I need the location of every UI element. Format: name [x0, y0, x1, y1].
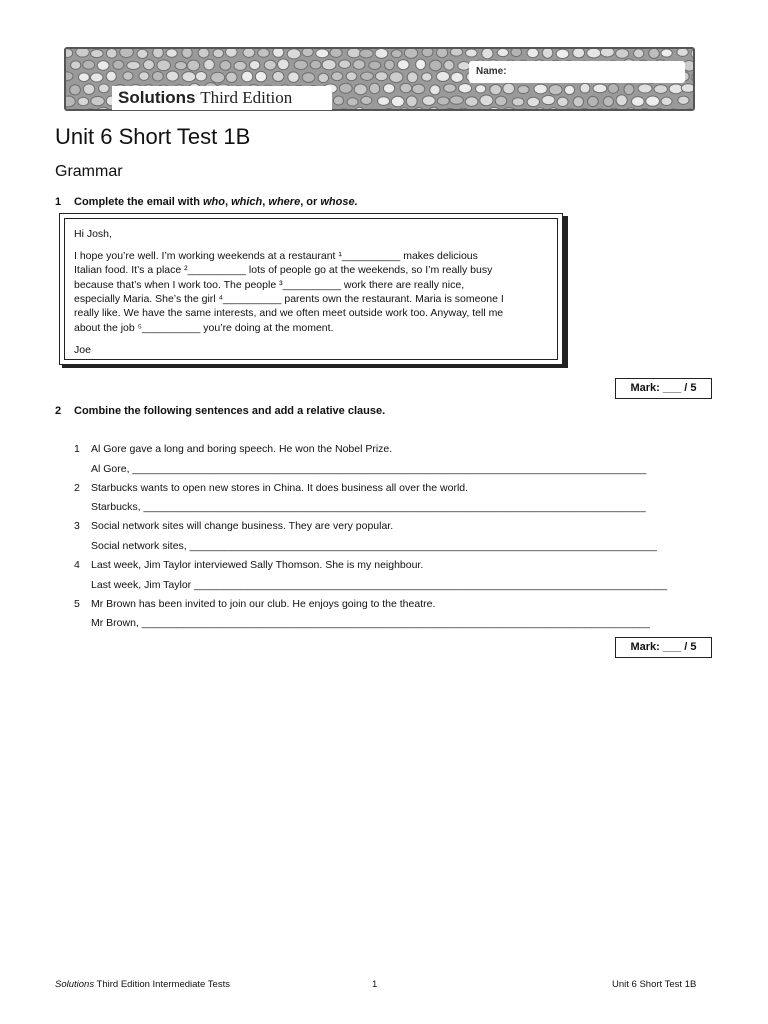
pattern-dot: [99, 84, 110, 93]
pattern-dot: [412, 84, 425, 94]
pattern-dot: [347, 98, 358, 106]
pattern-dot: [234, 61, 246, 70]
pattern-dot: [225, 49, 237, 57]
pattern-dot: [353, 60, 365, 70]
pattern-dot: [220, 61, 231, 71]
pattern-dot: [406, 96, 417, 107]
pattern-dot: [445, 108, 456, 111]
pattern-dot: [542, 49, 552, 58]
pattern-dot: [264, 60, 276, 70]
pattern-dot: [242, 71, 253, 82]
pattern-dot: [339, 83, 352, 93]
pattern-dot: [255, 71, 266, 81]
pattern-dot: [211, 72, 225, 83]
pattern-dot: [512, 98, 524, 106]
pattern-dot: [361, 72, 374, 81]
email-line: about the job ⁵__________ you’re doing at the moment.: [74, 322, 334, 334]
question-1-instruction: Complete the email with who, which, where, or whose.: [74, 196, 358, 208]
pattern-dot: [294, 60, 307, 69]
pattern-dot: [258, 49, 270, 57]
pattern-dot: [66, 96, 75, 107]
pattern-dot: [694, 96, 695, 106]
pattern-dot: [422, 49, 433, 57]
pattern-dot: [640, 108, 650, 111]
pattern-dot: [490, 84, 502, 94]
pattern-dot: [638, 84, 652, 93]
pattern-dot: [691, 49, 695, 59]
question-1-number: 1: [55, 196, 62, 208]
pattern-dot: [127, 61, 140, 69]
pattern-dot: [677, 49, 689, 56]
pattern-dot: [243, 49, 255, 57]
pattern-dot: [495, 96, 506, 106]
email-line: Italian food. It’s a place ²__________ lots of people go at the weekends, so I’m really busy: [74, 264, 493, 276]
pattern-dot: [76, 49, 90, 57]
pattern-dot: [330, 49, 342, 57]
pattern-dot: [339, 60, 351, 68]
pattern-dot: [70, 85, 81, 95]
answer-line[interactable]: Mr Brown, _______________________________________________________________________________________: [91, 617, 650, 629]
pattern-dot: [422, 96, 435, 106]
pattern-dot: [273, 49, 284, 57]
pattern-dot: [579, 109, 591, 111]
item-number: 2: [74, 482, 80, 494]
pattern-dot: [600, 49, 614, 57]
pattern-dot: [78, 73, 89, 82]
pattern-dot: [557, 97, 568, 106]
pattern-dot: [397, 60, 409, 70]
pattern-dot: [175, 61, 187, 69]
pattern-dot: [488, 107, 501, 111]
pattern-dot: [634, 49, 644, 58]
email-line: really like. We have the same interests, and we often meet outside work too. Anyway, tell me: [74, 307, 504, 319]
pattern-dot: [143, 60, 154, 70]
pattern-dot: [113, 60, 124, 69]
pattern-dot: [465, 49, 477, 57]
pattern-dot: [414, 108, 424, 111]
pattern-dot: [375, 49, 388, 58]
pattern-dot: [625, 108, 637, 111]
pattern-dot: [616, 49, 629, 58]
pattern-dot: [457, 108, 470, 111]
pattern-dot: [482, 49, 493, 59]
pattern-dot: [97, 61, 109, 71]
pattern-dot: [91, 49, 104, 57]
item-number: 5: [74, 598, 80, 610]
pattern-dot: [518, 85, 529, 93]
pattern-dot: [534, 108, 546, 111]
question-2-number: 2: [55, 405, 62, 417]
page-title: Unit 6 Short Test 1B: [55, 124, 251, 149]
question-2-mark-box[interactable]: Mark: ___ / 5: [615, 637, 712, 658]
pattern-dot: [451, 72, 463, 82]
pattern-dot: [465, 97, 478, 106]
pattern-dot: [139, 72, 149, 81]
pattern-dot: [96, 107, 110, 111]
pattern-dot: [548, 108, 558, 111]
pattern-dot: [316, 49, 329, 58]
pattern-dot: [157, 60, 171, 71]
pattern-dot: [549, 85, 562, 95]
pattern-dot: [473, 109, 484, 111]
pattern-dot: [624, 84, 634, 95]
pattern-dot: [564, 85, 574, 94]
pattern-dot: [444, 60, 454, 70]
pattern-dot: [91, 96, 105, 105]
pattern-dot: [542, 95, 555, 104]
page-number: 1: [372, 979, 378, 990]
pattern-dot: [182, 49, 192, 58]
pattern-dot: [322, 59, 336, 69]
pattern-dot: [573, 49, 585, 58]
pattern-dot: [587, 49, 601, 58]
pattern-dot: [369, 61, 381, 69]
pattern-dot: [430, 85, 440, 95]
logo: Solutions Third Edition: [118, 88, 293, 107]
pattern-dot: [437, 97, 449, 105]
pattern-dot: [310, 60, 321, 69]
pattern-dot: [85, 109, 97, 111]
pattern-dot: [649, 49, 660, 58]
pattern-dot: [106, 49, 117, 58]
pattern-dot: [213, 49, 224, 58]
pattern-dot: [594, 109, 605, 111]
pattern-dot: [436, 71, 449, 81]
email-signature: Joe: [74, 344, 91, 356]
answer-line[interactable]: Social network sites, ________________________________________________________________________________: [91, 540, 657, 552]
pattern-dot: [287, 49, 300, 59]
pattern-dot: [608, 108, 620, 111]
pattern-dot: [428, 107, 439, 111]
pattern-dot: [198, 49, 209, 58]
pattern-dot: [668, 109, 678, 111]
pattern-dot: [333, 96, 343, 105]
footer-left: Solutions Third Edition Intermediate Tests: [55, 979, 230, 990]
pattern-dot: [370, 110, 380, 111]
pattern-dot: [534, 84, 547, 94]
pattern-dot: [278, 59, 290, 70]
pattern-dot: [391, 96, 404, 106]
pattern-dot: [580, 83, 590, 93]
pattern-dot: [120, 49, 134, 58]
pattern-dot: [360, 49, 374, 58]
section-heading: Grammar: [55, 163, 123, 180]
pattern-dot: [78, 97, 89, 105]
pattern-dot: [661, 49, 672, 57]
pattern-dot: [519, 109, 529, 111]
pattern-dot: [166, 71, 178, 81]
pattern-dot: [692, 72, 695, 82]
pattern-dot: [346, 72, 357, 81]
pattern-dot: [608, 84, 619, 94]
pattern-dot: [137, 49, 148, 58]
pattern-dot: [404, 49, 417, 58]
pattern-dot: [318, 73, 328, 82]
pattern-dot: [459, 83, 472, 92]
pattern-dot: [195, 72, 206, 82]
pattern-dot: [603, 97, 613, 107]
pattern-dot: [182, 72, 196, 82]
pattern-dot: [527, 97, 539, 106]
email-greeting: Hi Josh,: [74, 228, 112, 240]
pattern-dot: [66, 72, 73, 81]
pattern-dot: [187, 60, 199, 71]
pattern-dot: [588, 96, 599, 106]
pattern-dot: [400, 83, 412, 93]
pattern-dot: [593, 84, 607, 93]
pattern-dot: [273, 71, 284, 81]
item-number: 1: [74, 443, 80, 455]
pattern-dot: [347, 49, 360, 58]
name-label: Name:: [476, 66, 507, 77]
pattern-dot: [429, 60, 441, 71]
pattern-dot: [123, 72, 133, 81]
pattern-dot: [511, 49, 522, 57]
pattern-dot: [378, 97, 390, 106]
pattern-dot: [480, 95, 493, 106]
item-prompt: Social network sites will change business. They are very popular.: [91, 520, 394, 532]
pattern-dot: [616, 95, 627, 106]
pattern-dot: [632, 97, 645, 107]
pattern-dot: [497, 49, 508, 57]
pattern-dot: [398, 108, 411, 111]
pattern-dot: [654, 108, 665, 111]
pattern-dot: [444, 84, 456, 92]
pattern-dot: [331, 72, 342, 81]
pattern-dot: [83, 84, 94, 95]
item-prompt: Starbucks wants to open new stores in China. It does business all over the world.: [91, 482, 469, 494]
item-number: 4: [74, 559, 80, 571]
item-prompt: Last week, Jim Taylor interviewed Sally Thomson. She is my neighbour.: [91, 559, 424, 571]
pattern-dot: [302, 49, 313, 57]
pattern-dot: [422, 73, 432, 81]
pattern-dot: [646, 96, 660, 106]
pattern-dot: [153, 49, 164, 58]
pattern-dot: [66, 49, 73, 57]
pattern-dot: [375, 72, 387, 81]
pattern-dot: [106, 71, 116, 81]
pattern-dot: [407, 72, 418, 83]
pattern-dot: [338, 109, 350, 111]
pattern-dot: [502, 108, 516, 111]
pattern-dot: [204, 59, 215, 70]
pattern-dot: [369, 83, 379, 94]
pattern-dot: [288, 72, 299, 82]
pattern-dot: [354, 84, 367, 95]
pattern-dot: [90, 73, 103, 82]
email-line: especially Maria. She’s the girl ⁴__________ parents own the restaurant. Maria is someone I: [74, 293, 504, 305]
email-line: because that’s when I work too. The people ³__________ work there are really nice,: [74, 279, 465, 291]
item-number: 3: [74, 520, 80, 532]
question-1-mark-box[interactable]: Mark: ___ / 5: [615, 378, 712, 399]
pattern-dot: [436, 49, 447, 58]
pattern-dot: [476, 85, 486, 93]
pattern-dot: [684, 109, 695, 111]
pattern-dot: [302, 73, 315, 83]
pattern-dot: [226, 72, 237, 82]
answer-line[interactable]: Last week, Jim Taylor _________________________________________________________________________________: [91, 579, 668, 591]
pattern-dot: [565, 108, 576, 111]
pattern-dot: [166, 49, 177, 57]
answer-line[interactable]: Starbucks, ______________________________________________________________________________________: [91, 501, 646, 513]
pattern-dot: [527, 49, 539, 58]
pattern-dot: [678, 96, 689, 104]
pattern-dot: [503, 83, 515, 94]
pattern-dot: [450, 49, 462, 56]
pattern-dot: [416, 59, 426, 70]
pattern-dot: [69, 109, 80, 111]
pattern-dot: [152, 72, 163, 81]
email-line: I hope you’re well. I’m working weekends at a restaurant ¹__________ makes delicious: [74, 250, 478, 262]
pattern-dot: [681, 84, 695, 93]
footer-right: Unit 6 Short Test 1B: [612, 979, 697, 990]
pattern-dot: [556, 49, 569, 58]
answer-line[interactable]: Al Gore, ________________________________________________________________________________________: [91, 463, 647, 475]
item-prompt: Mr Brown has been invited to join our club. He enjoys going to the theatre.: [91, 598, 436, 610]
pattern-dot: [573, 97, 583, 107]
pattern-dot: [661, 97, 672, 105]
pattern-dot: [71, 61, 81, 69]
pattern-dot: [391, 50, 402, 58]
pattern-dot: [390, 72, 403, 83]
question-2-instruction: Combine the following sentences and add a relative clause.: [74, 405, 386, 417]
pattern-dot: [384, 60, 394, 70]
pattern-dot: [249, 61, 259, 70]
pattern-dot: [361, 96, 372, 104]
pattern-dot: [354, 107, 364, 111]
pattern-dot: [383, 108, 395, 111]
pattern-dot: [654, 85, 667, 94]
pattern-dot: [83, 60, 95, 69]
item-prompt: Al Gore gave a long and boring speech. He won the Nobel Prize.: [91, 443, 393, 455]
pattern-dot: [383, 84, 394, 94]
pattern-dot: [450, 96, 464, 104]
